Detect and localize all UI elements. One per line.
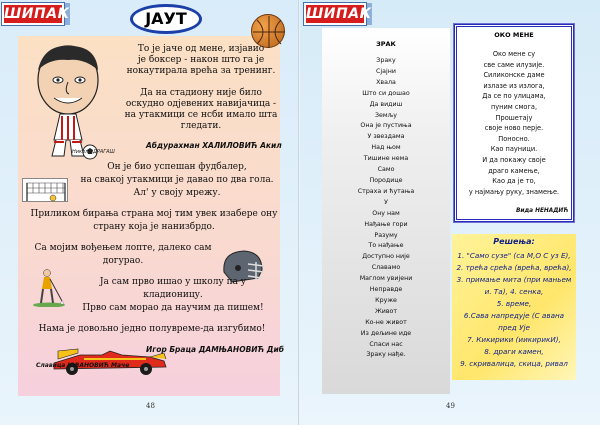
box-poem-line-11: И да покажу своје [482, 155, 546, 164]
joke-3-line-3: Ал' у своју мрежу. [133, 188, 221, 198]
box-poem-line-3: Силиконске даме [483, 71, 545, 80]
joke-6-line-2: кладионицу. [143, 290, 203, 300]
box-poem-lines [457, 49, 571, 197]
answer-line-7: пред Ује [498, 323, 530, 332]
answer-line-3: 3. примање мита (при маньем [456, 275, 572, 284]
joke-3-line-2: на свакој утакмици је давао по два гола. [80, 175, 274, 185]
poem-line-18: То нађање [368, 242, 404, 250]
poem-line-6: Земљу [374, 111, 398, 119]
section-title: ЈАУТ [130, 4, 202, 34]
box-poem-line-8: своје ново перје. [484, 124, 544, 133]
answer-line-6: 6.Сава напредује (С авана [463, 311, 565, 320]
poem-line-3: Хвала [376, 78, 396, 86]
joke-3-line-1: Он је био успешан фудбалер, [107, 162, 247, 172]
joke-2-line-3: на утакмици се нсби имало шта [124, 110, 278, 120]
poem-line-11: Само [377, 166, 395, 174]
joke-4-line-1: Приликом бирања страна мој тим увек изабере ону [30, 209, 278, 219]
box-poem-line-4: излазе из излога, [483, 81, 545, 90]
box-poem-line-7: Прошетају [495, 113, 533, 122]
box-poem-line-14: у најмању руку, знамење. [468, 187, 560, 196]
box-poem-line-5: Да се по улицама, [482, 92, 546, 101]
joke-2-line-2: оскудно одјевених навијачица - [125, 99, 277, 109]
poem-line-12: Породице [369, 176, 403, 184]
joke-4-line-2: страну која је нанизбрдо. [93, 222, 215, 232]
joke-1-line-3: нокаутирала врећа за тренинг. [126, 66, 276, 76]
answer-line-9: 8. драги камен, [484, 347, 544, 356]
poem-line-25: Ко-не живот [365, 318, 407, 326]
poem-line-13: Страха и ћутања [357, 187, 415, 195]
answer-line-5: 5. време, [496, 299, 532, 308]
poem-line-10: Тишине нема [363, 155, 409, 163]
poem-line-16: Нађање гори [364, 220, 408, 228]
poem-line-8: У звездама [367, 133, 405, 141]
joke-6-line-1: Ја сам прво ишао у школу па у [99, 277, 247, 287]
joke-1-line-2: је боксер - након што га је [137, 55, 265, 65]
poem-line-4: Што си дошао [362, 89, 410, 97]
joke-2-line-4: гледати. [180, 121, 222, 131]
basketball-icon [251, 14, 285, 48]
poem-line-17: Разуму [374, 231, 398, 239]
caricature-caption: Никола ДРАГАШ [72, 149, 115, 155]
joke-5-line-1: Са мојим вођењем лопте, далеко сам [34, 243, 212, 253]
signature-halilovic: Абдурахман ХАЛИЛОВИЋ Акил [146, 141, 282, 150]
answer-line-1: 1. "Само сузе" (са М,О С уз Е), [457, 251, 571, 260]
poem-lines [322, 56, 450, 361]
poem-line-2: Сјајни [376, 67, 396, 75]
box-poem-line-2: све саме илузије. [483, 60, 545, 69]
answers-lines [452, 250, 576, 370]
poem-line-9: Над њом [371, 144, 401, 152]
poem-box-oko-mene [454, 24, 574, 222]
magazine-logo-right: ШИПАК [304, 3, 366, 25]
poem-line-19: Доступно није [362, 253, 410, 261]
poem-line-14: У [384, 198, 388, 206]
race-car-icon [50, 345, 170, 375]
box-poem-line-13: Као да је то, [492, 177, 536, 186]
poem-line-15: Ону нам [372, 209, 400, 217]
answer-line-4: и. Та), 4. сенка, [484, 287, 544, 296]
volleyball-net-icon [22, 178, 68, 202]
poem-line-26: Из дељине иде [360, 329, 412, 337]
poem-title: ЗРАК [376, 40, 396, 48]
joke-5-line-2: догурао. [102, 256, 144, 266]
box-poem-signature: Вида НЕНАДИЋ [516, 208, 569, 214]
box-poem-title: ОКО МЕНЕ [494, 31, 534, 39]
joke-8: Нама је довољно једно полувреме-да изгубимо! [38, 324, 266, 334]
joke-7: Прво сам морао да научим да пишем! [82, 303, 264, 313]
poem-column [322, 28, 450, 394]
poem-line-7: Она је пустиња [360, 122, 412, 130]
poem-signature: Славица ЈОВАНОВИЋ Маче [36, 362, 130, 369]
poem-line-22: Неправде [369, 286, 403, 294]
magazine-logo-left: ШИПАК [2, 3, 64, 25]
poem-line-23: Круже [375, 296, 397, 304]
box-poem-line-1: Око мене су [492, 50, 536, 58]
answer-line-8: 7. Кикирики (иикирикИ), [467, 335, 561, 344]
joke-1-line-1: То је јаче од мене, изјавио [137, 44, 265, 54]
poem-line-5: Да видиш [369, 100, 403, 108]
poem-line-20: Славамо [371, 264, 401, 272]
poem-line-21: Маглом увијени [359, 275, 413, 283]
box-poem-line-6: пуним смога, [490, 102, 538, 111]
golfer-icon [32, 265, 66, 307]
joke-2-line-1: Да на стадиону није било [140, 88, 262, 98]
signature-damnjanovic: Игор Браца ДАМЊАНОВИЋ Диб [146, 345, 284, 354]
page-number-left: 48 [146, 402, 155, 410]
box-poem-line-10: Као пауници. [490, 145, 538, 154]
answers-title: Решења: [493, 237, 535, 246]
poem-line-28: Зраку нађе. [366, 351, 406, 359]
box-poem-line-9: Поносно. [498, 134, 530, 143]
page-number-right: 49 [446, 402, 455, 410]
poem-line-24: Живот [374, 307, 398, 315]
footballer-caricature-image [24, 40, 116, 162]
answers-panel [452, 234, 576, 380]
poem-line-1: Зраку [376, 57, 396, 64]
box-poem-line-12: драго камење, [488, 166, 540, 175]
poem-line-27: Спаси нас [369, 340, 403, 348]
answer-line-10: 9. скривалица, скица, ривал [460, 359, 568, 368]
answer-line-2: 2. трећа срећа (врећа, врећа), [456, 263, 572, 272]
